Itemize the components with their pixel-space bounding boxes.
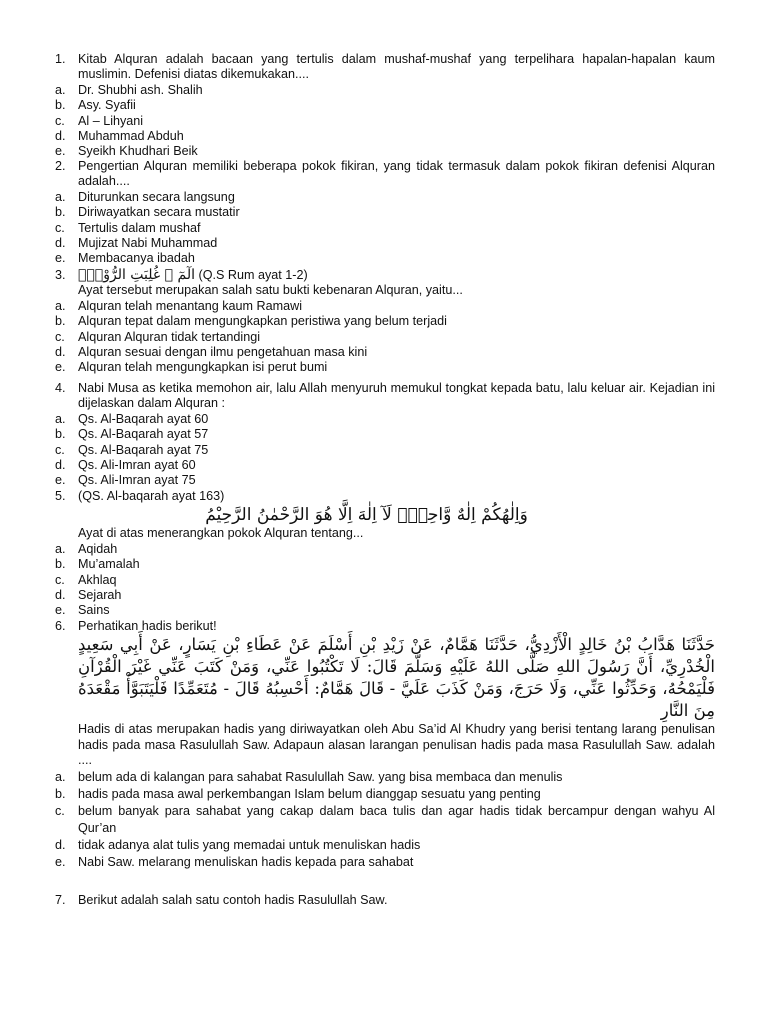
option-letter: c. [55,113,65,128]
option-letter: d. [55,236,66,251]
option-e [55,603,715,618]
quran-verse: وَاِلٰهُكُمْ اِلٰهٌ وَّاحِدٌۚ لَآ اِلٰهَ اِلَّا هُوَ الرَّحْمٰنُ الرَّحِيْمُ [205,505,528,526]
option-letter: b. [55,205,66,220]
option-text: tidak adanya alat tulis yang memadai untuk menuliskan hadis [78,837,421,852]
option-text: Asy. Syafii [78,98,136,113]
question-6 [55,619,715,871]
question-number: 7. [55,893,66,907]
option-letter: c. [55,803,65,818]
option-text: Sains [78,603,110,618]
question-1 [55,52,715,160]
option-letter: b. [55,314,66,329]
question-heading [78,268,715,283]
option-text: Mu’amalah [78,557,140,572]
verse-reference: (QS. Al-baqarah ayat 163) [78,489,225,503]
option-text: Alquran sesuai dengan ilmu pengetahuan masa kini [78,345,368,360]
option-text: hadis pada masa awal perkembangan Islam belum dianggap sesuatu yang penting [78,786,541,801]
option-text: Qs. Al-Baqarah ayat 60 [78,411,209,426]
option-text: Akhlaq [78,572,117,587]
option-letter: b. [55,557,66,572]
question-explanation: Hadis di atas merupakan hadis yang diriwayatkan oleh Abu Sa’id Al Khudry yang berisi tentang larang penulisan hadis pada masa Rasulullah Saw. Adapaun alasan larangan penulisan hadis pada masa Rasulullah Saw. adalah .... [78,722,715,768]
option-a [55,190,715,205]
option-letter: e. [55,603,66,618]
option-c [55,803,715,837]
option-c [55,573,715,588]
option-letter: a. [55,411,66,426]
option-letter: d. [55,345,66,360]
option-letter: a. [55,769,66,784]
option-letter: b. [55,98,66,113]
option-d [55,588,715,603]
option-letter: d. [55,129,66,144]
option-letter: a. [55,541,66,556]
option-letter: c. [55,442,65,457]
option-text: Diturunkan secara langsung [78,189,235,204]
option-letter: b. [55,786,66,801]
quran-verse: الٓمٓ ۚ غُلِبَتِ الرُّوْمُۙ [78,267,195,283]
question-4 [55,381,715,489]
option-c [55,443,715,458]
option-b [55,98,715,113]
option-c [55,330,715,345]
option-e [55,473,715,488]
verse-reference: (Q.S Rum ayat 1-2) [198,268,308,282]
option-letter: e. [55,854,66,869]
question-2 [55,159,715,267]
question-number: 3. [55,268,66,282]
option-b [55,557,715,572]
option-text: Syeikh Khudhari Beik [78,144,198,159]
question-text: Kitab Alquran adalah bacaan yang tertulis dalam mushaf-mushaf yang terpelihara hapalan-hapalan kaum muslimin. Defenisi diatas dikemukakan.... [78,52,715,82]
option-text: Muhammad Abduh [78,129,184,144]
option-text: Nabi Saw. melarang menuliskan hadis kepada para sahabat [78,854,414,869]
question-number: 2. [55,159,66,173]
option-letter: e. [55,144,66,159]
option-list [55,190,715,267]
option-text: Membacanya ibadah [78,251,195,266]
option-e [55,360,715,375]
question-number: 1. [55,52,66,66]
option-a [55,769,715,786]
option-b [55,205,715,220]
question-text: Ayat tersebut merupakan salah satu bukti kebenaran Alquran, yaitu... [78,283,463,298]
option-d [55,129,715,144]
option-letter: e. [55,251,66,266]
question-7 [55,893,715,908]
option-c [55,114,715,129]
question-text: Nabi Musa as ketika memohon air, lalu Allah menyuruh memukul tongkat kepada batu, lalu keluar air. Kejadian ini dijelaskan dalam Alquran : [78,381,715,411]
option-text: Alquran telah mengungkapkan isi perut bumi [78,360,328,375]
hadith-text: حَدَّثَنَا هَدَّابُ بْنُ خَالِدٍ الْأَزْدِيُّ، حَدَّثَنَا هَمَّامٌ، عَنْ زَيْدِ بْنِ أَسْلَمَ عَنْ عَطَاءِ بْنِ يَسَارٍ، عَنْ أَبِي سَعِيدٍ الْخُدْرِيِّ، أَنَّ رَسُولَ اللهِ صَلَّى اللهُ عَلَيْهِ وَسَلَّمَ قَالَ: لَا تَكْتُبُوا عَنِّي، وَمَنْ كَتَبَ عَنِّي غَيْرَ الْقُرْآنِ فَلْيَمْحُهُ، وَحَدِّثُوا عَنِّي، وَلَا حَرَجَ، وَمَنْ كَذَبَ عَلَيَّ - قَالَ هَمَّامٌ: أَحْسِبُهُ قَالَ - مُتَعَمِّدًا فَلْيَتَبَوَّأْ مَقْعَدَهُ مِنَ النَّارِ [78,635,715,721]
option-letter: c. [55,572,65,587]
option-list [55,542,715,619]
option-text: Alquran Alquran tidak tertandingi [78,329,261,344]
option-letter: b. [55,427,66,442]
option-list [55,83,715,160]
option-b [55,427,715,442]
question-text: Berikut adalah salah satu contoh hadis Rasulullah Saw. [78,893,388,907]
option-b [55,786,715,803]
option-text: Diriwayatkan secara mustatir [78,205,240,220]
option-letter: a. [55,82,66,97]
option-text: Mujizat Nabi Muhammad [78,236,218,251]
question-3 [55,268,715,376]
option-text: Al – Lihyani [78,113,144,128]
option-a [55,412,715,427]
question-text: Perhatikan hadis berikut! [78,619,217,633]
option-e [55,251,715,266]
option-text: Tertulis dalam mushaf [78,220,201,235]
question-5 [55,489,715,619]
option-text: Alquran tepat dalam mengungkapkan peristiwa yang belum terjadi [78,314,447,329]
option-letter: a. [55,189,66,204]
option-letter: a. [55,298,66,313]
option-text: Qs. Ali-Imran ayat 75 [78,473,196,488]
option-letter: d. [55,588,66,603]
option-text: belum ada di kalangan para sahabat Rasulullah Saw. yang bisa membaca dan menulis [78,769,563,784]
option-text: Aqidah [78,541,118,556]
question-number: 5. [55,489,66,503]
question-number: 6. [55,619,66,633]
option-list [55,299,715,376]
option-text: Alquran telah menantang kaum Ramawi [78,298,303,313]
option-a [55,299,715,314]
option-text: Qs. Al-Baqarah ayat 75 [78,442,209,457]
option-b [55,314,715,329]
option-letter: d. [55,837,66,852]
option-d [55,458,715,473]
option-letter: e. [55,360,66,375]
option-a [55,542,715,557]
option-text: Dr. Shubhi ash. Shalih [78,82,203,97]
option-c [55,221,715,236]
option-text: Qs. Al-Baqarah ayat 57 [78,427,209,442]
option-letter: d. [55,458,66,473]
question-text: Ayat di atas menerangkan pokok Alquran tentang... [78,526,364,541]
option-text: belum banyak para sahabat yang cakap dalam baca tulis dan agar hadis tidak bercampur dengan wahyu Al Qur’an [78,803,715,835]
option-letter: c. [55,329,65,344]
option-list [55,412,715,489]
option-e [55,144,715,159]
option-a [55,83,715,98]
option-letter: c. [55,220,65,235]
option-d [55,345,715,360]
option-list [55,769,715,871]
question-number: 4. [55,381,66,395]
option-d [55,837,715,854]
option-d [55,236,715,251]
question-text: Pengertian Alquran memiliki beberapa pokok fikiran, yang tidak termasuk dalam pokok fikiran defenisi Alquran adalah.... [78,159,715,189]
option-text: Sejarah [78,588,122,603]
option-letter: e. [55,473,66,488]
option-e [55,854,715,871]
option-text: Qs. Ali-Imran ayat 60 [78,458,196,473]
